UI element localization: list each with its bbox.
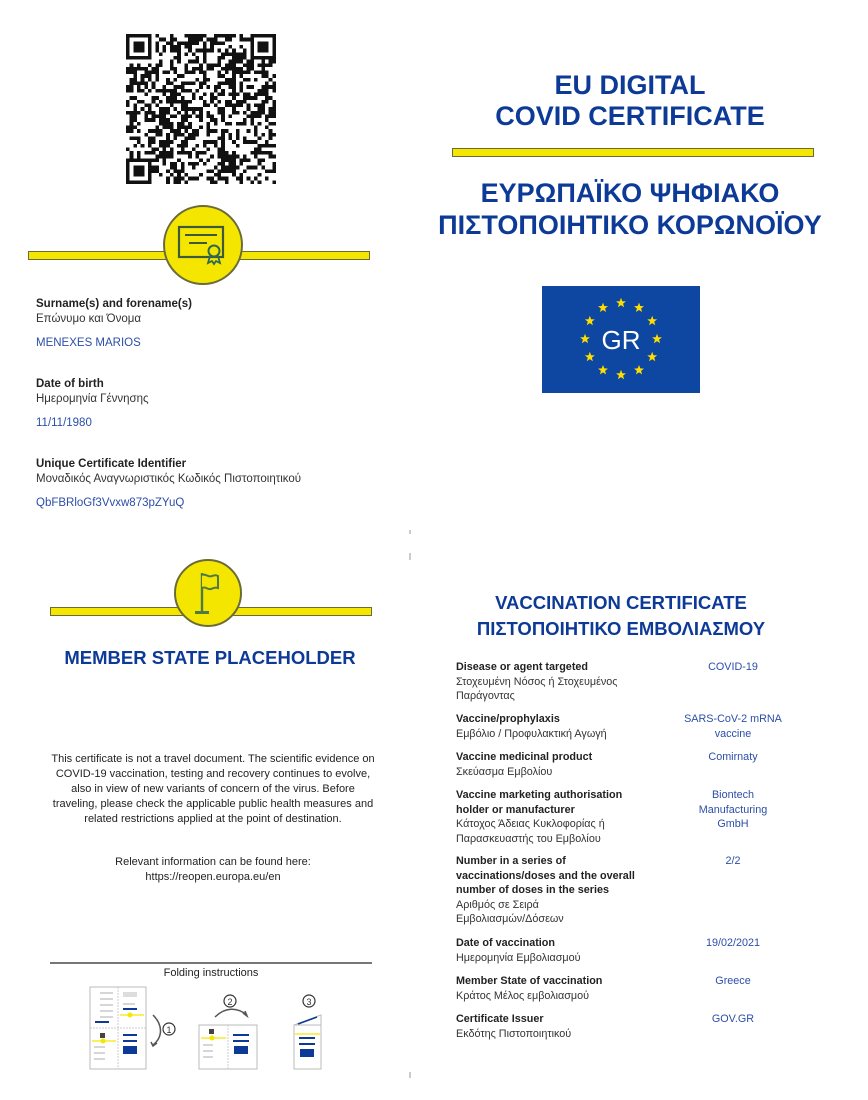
fold-mark — [409, 1072, 411, 1078]
step-1-number: 1 — [166, 1025, 172, 1035]
folding-diagram — [85, 985, 345, 1075]
field-dob — [36, 377, 396, 431]
eu-star-icon — [616, 370, 626, 379]
vaccination-row-date — [456, 936, 816, 965]
field-label-gr: Επώνυμο και Όνομα — [36, 313, 142, 325]
fold-arrow-1 — [153, 1015, 161, 1045]
folding-divider — [50, 962, 372, 964]
title-en-line-2: COVID CERTIFICATE — [495, 101, 765, 131]
field-label-en: Date of birth — [36, 378, 104, 390]
qr-finder-pattern — [250, 34, 276, 60]
row-value: 19/02/2021 — [705, 937, 761, 949]
title-divider-bar — [452, 148, 814, 157]
eu-star-icon — [616, 298, 626, 307]
field-name — [36, 297, 396, 351]
certificate-badge — [163, 205, 243, 285]
row-label-gr: Κράτος Μέλος εμβολιασμού — [456, 989, 590, 1002]
row-label-gr: Στοχευμένη Νόσος ή Στοχευμένος Παράγοντας — [456, 675, 618, 702]
eu-star-icon — [652, 334, 662, 343]
title-en-line-1: EU DIGITAL — [554, 70, 706, 100]
eu-star-icon — [634, 303, 644, 312]
eu-star-icon — [598, 365, 608, 374]
row-label-gr: Κάτοχος Άδειας Κυκλοφορίας ή Παρασκευαστής του Εμβολίου — [456, 818, 605, 845]
vaccination-row-vaccine — [456, 712, 816, 741]
vaccination-row-product — [456, 750, 816, 779]
fold-mark — [409, 530, 411, 534]
row-label-en: Disease or agent targeted — [456, 661, 589, 673]
vaccination-row-issuer — [456, 1012, 816, 1041]
vaccination-title — [440, 590, 802, 642]
field-label-gr: Μοναδικός Αναγνωριστικός Κωδικός Πιστοποιητικού — [36, 473, 302, 485]
eu-flag — [542, 286, 700, 393]
row-value: Comirnaty — [708, 751, 758, 763]
step-3-number: 3 — [306, 997, 312, 1007]
certificate-title-en — [440, 70, 820, 132]
row-label-en: Vaccine/prophylaxis — [456, 713, 560, 725]
row-value: Greece — [715, 975, 751, 987]
fold-step-1-sheet — [90, 987, 146, 1069]
vaccination-row-manufacturer — [456, 788, 816, 846]
qr-code — [126, 34, 276, 184]
row-label-gr: Ημερομηνία Εμβολιασμού — [456, 951, 581, 964]
field-uci — [36, 457, 396, 511]
eu-star-icon — [580, 334, 590, 343]
dob-value: 11/11/1980 — [36, 417, 92, 429]
eu-star-icon — [634, 365, 644, 374]
relevant-info — [48, 855, 378, 885]
field-label-gr: Ημερομηνία Γέννησης — [36, 393, 149, 405]
row-label-en: Certificate Issuer — [456, 1013, 544, 1025]
qr-finder-pattern — [126, 34, 152, 60]
row-label-gr: Εμβόλιο / Προφυλακτική Αγωγή — [456, 727, 607, 740]
fold-step-2-sheet — [199, 1025, 257, 1069]
title-gr-line-2: ΠΙΣΤΟΠΟΙΗΤΙΚΟ ΚΟΡΩΝΟΪΟΥ — [438, 210, 822, 240]
qr-finder-pattern — [126, 158, 152, 184]
fold-step-3-sheet — [294, 1015, 321, 1069]
eu-star-icon — [585, 352, 595, 361]
uci-value: QbFBRloGf3Vvxw873pZYuQ — [36, 497, 185, 509]
vaccination-row-member-state — [456, 974, 816, 1003]
row-label-gr: Σκεύασμα Εμβολίου — [456, 765, 553, 778]
relevant-info-link[interactable]: https://reopen.europa.eu/en — [145, 871, 281, 883]
row-label-en: Number in a series of vaccinations/doses and the overall number of doses in the series — [456, 855, 635, 896]
flagpole-icon — [176, 561, 240, 625]
fold-arrow-2 — [215, 1009, 247, 1017]
row-label-en: Date of vaccination — [456, 937, 555, 949]
row-label-en: Vaccine marketing authorisation holder or manufacturer — [456, 789, 623, 816]
row-label-gr: Αριθμός σε Σειρά Εμβολιασμών/Δόσεων — [456, 898, 564, 925]
row-value: GOV.GR — [711, 1013, 755, 1025]
vaccination-row-disease — [456, 660, 816, 704]
step-2-number: 2 — [227, 997, 233, 1007]
folding-title: Folding instructions — [163, 967, 259, 979]
field-label-en: Surname(s) and forename(s) — [36, 298, 192, 310]
holder-name-value: MENEXES MARIOS — [36, 337, 141, 349]
row-value: Biontech Manufacturing GmbH — [698, 789, 768, 830]
eu-star-icon — [647, 316, 657, 325]
fold-mark — [409, 553, 411, 560]
title-gr-line-1: ΕΥΡΩΠΑΪΚΟ ΨΗΦΙΑΚΟ — [480, 178, 780, 208]
row-label-gr: Εκδότης Πιστοποιητικού — [456, 1027, 572, 1040]
relevant-info-label: Relevant information can be found here: — [115, 856, 311, 868]
row-label-en: Member State of vaccination — [456, 975, 603, 987]
member-state-title: MEMBER STATE PLACEHOLDER — [64, 647, 356, 668]
eu-star-icon — [647, 352, 657, 361]
certificate-icon — [165, 207, 241, 283]
country-code: GR — [601, 325, 641, 355]
vaccination-title-en: VACCINATION CERTIFICATE — [495, 592, 747, 613]
row-label-en: Vaccine medicinal product — [456, 751, 593, 763]
vaccination-row-doses — [456, 854, 816, 927]
row-value: 2/2 — [725, 855, 741, 867]
disclaimer-text: This certificate is not a travel document. The scientific evidence on COVID-19 vaccination, testing and recovery continues to evolve, also in view of new variants of concern of the virus. Before traveling, please check the applicable public health measures and related restrictions applied at the point of destination. — [51, 753, 375, 825]
eu-star-icon — [585, 316, 595, 325]
flag-badge — [174, 559, 242, 627]
certificate-title-gr — [420, 177, 840, 241]
row-value: COVID-19 — [708, 661, 758, 673]
field-label-en: Unique Certificate Identifier — [36, 458, 187, 470]
eu-star-icon — [598, 303, 608, 312]
vaccination-title-gr: ΠΙΣΤΟΠΟΙΗΤΙΚΟ ΕΜΒΟΛΙΑΣΜΟΥ — [476, 618, 766, 639]
row-value: SARS-CoV-2 mRNA vaccine — [684, 713, 782, 740]
eu-stars — [542, 286, 700, 393]
